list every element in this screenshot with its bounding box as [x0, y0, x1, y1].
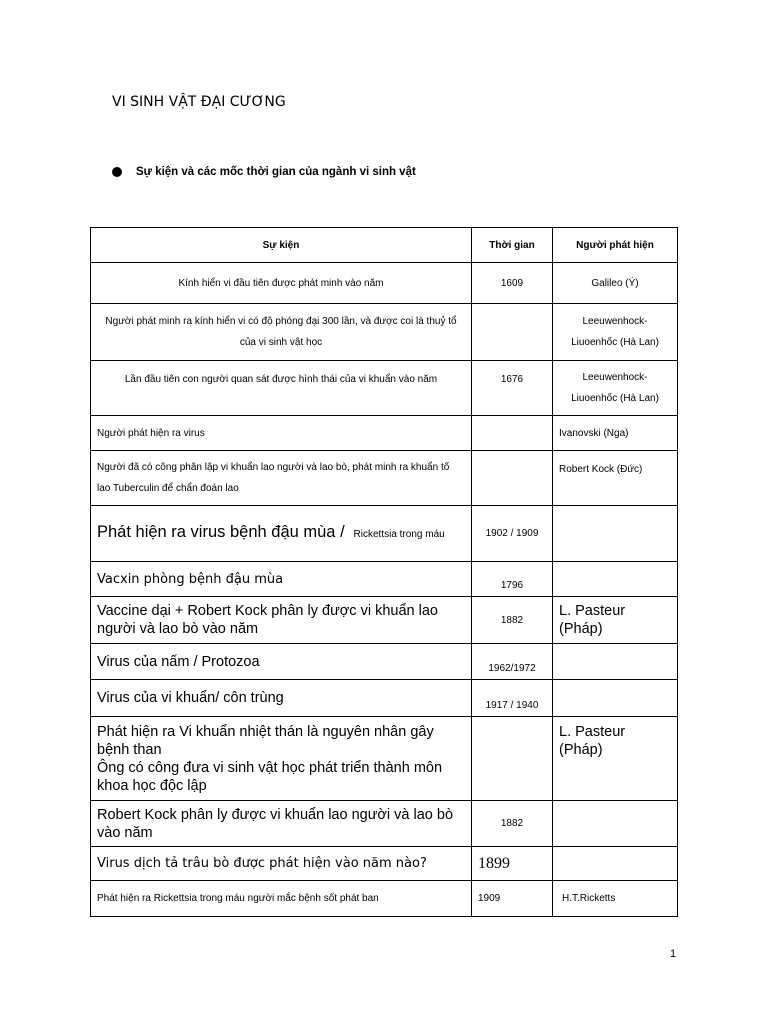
person-cell: [553, 506, 678, 562]
table-row: [91, 847, 678, 881]
event-main-text: Phát hiện ra virus bệnh đậu mùa /: [97, 523, 345, 541]
person-cell: [553, 644, 678, 680]
table-row: [91, 680, 678, 717]
table-row: [91, 881, 678, 917]
table-row: [91, 644, 678, 680]
event-cell: Vaccine dại + Robert Kock phân ly được vi khuẩn lao người và lao bò vào năm: [91, 597, 472, 644]
table-row: [91, 361, 678, 416]
person-cell: Galileo (Ý): [553, 263, 678, 304]
event-cell: [91, 717, 472, 801]
time-cell: 1917 / 1940: [472, 680, 553, 717]
person-cell: [553, 847, 678, 881]
time-cell: 1962/1972: [472, 644, 553, 680]
event-cell: [91, 506, 472, 562]
events-table: [90, 227, 678, 917]
event-cell: Vacxin phòng bệnh đậu mùa: [91, 562, 472, 597]
page-number: 1: [670, 948, 677, 960]
person-cell: Ivanovski (Nga): [553, 416, 678, 451]
document-title: VI SINH VẬT ĐẠI CƯƠNG: [112, 94, 286, 110]
table-row: [91, 801, 678, 847]
person-cell: Robert Kock (Đức): [553, 451, 678, 506]
header-event: Sự kiện: [91, 228, 472, 263]
event-cell: Robert Kock phân ly được vi khuẩn lao người và lao bò vào năm: [91, 801, 472, 847]
table-row: [91, 562, 678, 597]
event-line-2: Ông có công đưa vi sinh vật học phát triển thành môn khoa học độc lập: [97, 760, 443, 794]
table-row: [91, 597, 678, 644]
event-cell: Phát hiện ra Rickettsia trong máu người mắc bệnh sốt phát ban: [91, 881, 472, 917]
event-small-text: Rickettsia trong máu: [353, 529, 445, 540]
table-row: [91, 416, 678, 451]
person-cell: [553, 801, 678, 847]
table-header-row: [91, 228, 678, 263]
person-cell: [553, 562, 678, 597]
time-cell: 1882: [472, 801, 553, 847]
bullet-icon: [112, 167, 122, 177]
event-line-1: Phát hiện ra Vi khuẩn nhiệt thán là nguyên nhân gây bệnh than: [97, 724, 434, 758]
time-cell: 1899: [472, 847, 553, 881]
event-cell: Người đã có công phân lập vi khuẩn lao người và lao bò, phát minh ra khuẩn tố lao Tuberculin để chẩn đoán lao: [91, 451, 472, 506]
time-cell: [472, 451, 553, 506]
time-cell: 1796: [472, 562, 553, 597]
header-person: Người phát hiện: [553, 228, 678, 263]
bullet-text: Sự kiện và các mốc thời gian của ngành vi sinh vật: [136, 166, 416, 178]
header-time: Thời gian: [472, 228, 553, 263]
time-cell: 1609: [472, 263, 553, 304]
time-cell: 1909: [472, 881, 553, 917]
event-cell: Lần đầu tiên con người quan sát được hình thái của vi khuẩn vào năm: [91, 361, 472, 416]
person-cell: Leeuwenhock-Liuoenhốc (Hà Lan): [553, 361, 678, 416]
time-cell: 1882: [472, 597, 553, 644]
person-cell: Leeuwenhock-Liuoenhốc (Hà Lan): [553, 304, 678, 361]
table-row: [91, 717, 678, 801]
table-row: [91, 506, 678, 562]
person-cell: L. Pasteur (Pháp): [553, 717, 678, 801]
event-cell: Người phát hiện ra virus: [91, 416, 472, 451]
time-cell: [472, 717, 553, 801]
event-cell: Virus dịch tả trâu bò được phát hiện vào năm nào?: [91, 847, 472, 881]
table-row: [91, 451, 678, 506]
table-row: [91, 304, 678, 361]
person-cell: L. Pasteur (Pháp): [553, 597, 678, 644]
time-cell: 1676: [472, 361, 553, 416]
event-cell: Người phát minh ra kính hiển vi có độ phóng đại 300 lần, và được coi là thuỷ tổ của vi sinh vật học: [91, 304, 472, 361]
event-cell: Virus của nấm / Protozoa: [91, 644, 472, 680]
time-cell: 1902 / 1909: [472, 506, 553, 562]
person-cell: [553, 680, 678, 717]
bullet-item: [112, 166, 416, 178]
time-cell: [472, 304, 553, 361]
event-cell: Kính hiển vi đầu tiên được phát minh vào năm: [91, 263, 472, 304]
person-cell: H.T.Ricketts: [553, 881, 678, 917]
event-cell: Virus của vi khuẩn/ côn trùng: [91, 680, 472, 717]
time-cell: [472, 416, 553, 451]
table-row: [91, 263, 678, 304]
